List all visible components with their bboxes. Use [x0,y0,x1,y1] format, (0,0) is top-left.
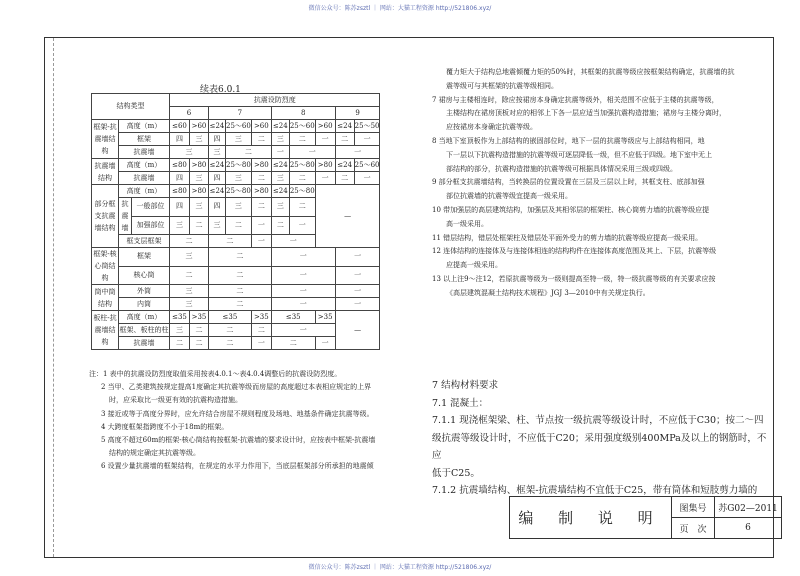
cell: 三 [190,133,209,146]
material-section [432,377,767,500]
h-type: 结构类型 [92,94,170,120]
note-line: 10 带加强层的高层建筑结构，加强层及其相邻层的框架柱、核心筒剪力墙的抗震等级应提 [432,205,710,214]
cell: 一 [251,216,271,235]
g2: 抗震墙结构 [92,159,119,185]
g3: 部分框支抗震墙结构 [92,185,119,248]
note-line: 覆力矩大于结构总地震倾覆力矩的50%时，其框架的抗震等级应按框架结构确定，抗震墙的抗 [446,68,735,76]
i6: 6 [170,107,209,120]
cell: 二 [170,337,190,350]
note-line: 6 设置少量抗震墙的框架结构，在规定的水平力作用下，当底层框架部分所承担的地震倾 [101,462,374,471]
cell: 二 [251,324,271,337]
cell: 二 [335,133,354,146]
cell: 一 [354,172,380,185]
cell: 二 [209,266,272,285]
cell: ≤24 [335,159,354,172]
cell: 一 [271,285,335,298]
note-line: 震等级可与其框架的抗震等级相同。 [446,81,558,90]
cell: 四 [170,133,190,146]
cell: 一 [335,266,380,285]
cell: 三 [170,285,209,298]
section-line: 7.1.2 抗震墙结构、框架-抗震墙结构不宜低于C25，带有筒体和短肢剪力墙的 [432,485,758,496]
section-line: 7.1.1 现浇框架梁、柱、节点按一级抗震等级设计时，不应低于C30；按二～四 [432,415,764,426]
cell: 一 [354,133,380,146]
cell: 一 [315,172,335,185]
note-line: 8 当地下室顶板作为上部结构的嵌固部位时，地下一层的抗震等级应与上部结构相同，地 [432,136,705,145]
cell: 框架 [119,133,170,146]
cell: 一 [335,248,380,267]
cell: 三 [226,198,252,217]
cell: 高度（m） [119,311,170,324]
cell: — [335,311,380,350]
cell: 二 [226,216,252,235]
cell: 二 [271,337,315,350]
cell: ≤24 [209,159,226,172]
note-line: 部位抗震墙的抗震等级宜提高一级采用。 [446,192,572,201]
cell: 一 [289,146,335,159]
cell: >80 [251,185,271,198]
cell: 25～80 [289,185,315,198]
cell: 一 [315,337,335,350]
cell: >35 [190,311,209,324]
cell: 一 [271,248,335,267]
cell: 一 [271,266,335,285]
cell: 三 [190,172,209,185]
cell: >35 [315,311,335,324]
cell: ≤24 [209,185,226,198]
section-subheading: 7.1 混凝土： [432,397,489,409]
cell: ≤80 [170,159,190,172]
seismic-grade-table [91,93,380,350]
cell: — [315,185,380,248]
cell: 内筒 [119,298,170,311]
cell: 三 [209,216,226,235]
cell: ≤24 [271,185,289,198]
cell: 三 [209,146,226,159]
g4: 框架-核心筒结构 [92,248,119,285]
cell: ≤24 [335,120,354,133]
cell: 二 [251,172,271,185]
cell: 二 [251,198,271,217]
cell: >80 [315,159,335,172]
cell: 25～80 [226,159,252,172]
note-line: 4 大跨度框架指跨度不小于18m的框架。 [101,422,229,431]
cell: ≤24 [271,120,289,133]
cell: 三 [271,133,289,146]
cell: 三 [170,216,190,235]
title-text: 编 制 说 明 [510,497,672,539]
cell: 25～80 [226,185,252,198]
cell: 一 [251,235,271,248]
cell: 四 [170,198,190,217]
note-line: 下一层以下抗震构造措施的抗震等级可逐层降低一级，但不应低于四级。地下室中无上 [446,150,712,159]
cell: 二 [209,285,272,298]
g1: 框架-抗震墙结构 [92,120,119,159]
cell: 二 [289,133,315,146]
note-line: 《高层建筑混凝土结构技术规程》JGJ 3—2010中有关规定执行。 [446,288,650,297]
cell: 框支层框架 [119,235,170,248]
cell: >80 [190,185,209,198]
g6: 板柱-抗震墙结构 [92,311,119,350]
cell: 三 [170,298,209,311]
cell: 三 [170,324,190,337]
cell: 二 [289,172,315,185]
watermark-bottom: 微信公众号：陈苏zsztl ｜ 网站：大猫工程资源 http://521806.xyz/ [308,564,492,571]
cell: 一 [271,324,335,337]
cell: 二 [170,266,209,285]
cell: 外筒 [119,285,170,298]
cell: 框架 [119,248,170,267]
cell: 二 [251,133,271,146]
note-line: 应提高一级采用。 [446,261,502,270]
cell: ≤24 [271,159,289,172]
h-intensity: 抗震设防烈度 [170,94,380,107]
cell: 二 [226,146,272,159]
cell: 25～60 [354,159,380,172]
right-notes [432,66,750,301]
section-line: 低于C25。 [432,467,480,479]
page-number: 6 [715,518,782,539]
note-line: 应按裙房本身确定抗震等级。 [446,123,537,132]
title-block [509,496,782,539]
cell: 抗震墙 [119,198,132,235]
note-line: 3 接近或等于高度分界时，应允许结合房屋不规则程度及场地、地基条件确定抗震等级。 [101,409,374,418]
cell: 一 [271,235,315,248]
note-line: 13 以上注9～注12，若原抗震等级为一级则提高至特一级，特一级抗震等级的有关要求应按 [432,274,716,283]
cell: ≤80 [170,185,190,198]
cell: ≤24 [209,120,226,133]
section-line: 级抗震等级设计时，不应低于C20；采用强度级别400MPa及以上的钢筋时，不应 [432,432,767,461]
cell: >60 [190,120,209,133]
i9: 9 [335,107,380,120]
cell: 一 [251,337,271,350]
cell: 四 [209,172,226,185]
table-caption: 续表6.0.1 [200,85,241,95]
cell: 二 [190,324,209,337]
cell: 三 [170,146,209,159]
cell: 高度（m） [119,159,170,172]
cell: >60 [251,120,271,133]
cell: 25～80 [289,159,315,172]
note-line: 部结构的部分，抗震构造措施的抗震等级可根据具体情况采用三级或四级。 [446,164,677,173]
cell: 三 [271,172,289,185]
note-line: 结构的规定确定其抗震等级。 [109,449,200,458]
cell: ≤35 [271,311,315,324]
cell: 二 [209,298,272,311]
cell: 三 [226,172,252,185]
cell: 一 [271,146,289,159]
cell: 一 [315,133,335,146]
cell: 一 [335,285,380,298]
page-label: 页 次 [672,518,715,539]
note-line: 5 高度不超过60m的框架-核心筒结构按框架-抗震墙的要求设计时，应按表中框架-抗震墙 [101,436,376,445]
cell: 一 [335,298,380,311]
cell: 一 [271,298,335,311]
cell: >35 [251,311,271,324]
binding-line [53,38,55,557]
note-line: 11 错层结构，错层处框架柱及错层处平面外受力的剪力墙的抗震等级应提高一级采用。 [432,233,703,242]
cell: >60 [315,120,335,133]
cell: 一般部位 [132,198,170,217]
cell: 抗震墙 [119,146,170,159]
watermark-top: 微信公众号：陈苏zsztl ｜ 网站：大猫工程资源 http://521806.xyz/ [308,5,492,12]
cell: ≤35 [170,311,190,324]
cell: 三 [226,133,252,146]
cell: 二 [190,216,209,235]
i7: 7 [209,107,272,120]
g5: 筒中筒结构 [92,285,119,311]
cell: 25～50 [354,120,380,133]
atlas-number: 苏G02—2011 [715,497,782,518]
cell: ≤35 [209,311,252,324]
note-line: 12 连体结构的连接体及与连接体相连的结构构件在连接体高度范围及其上、下层，抗震等级 [432,247,717,256]
note-line: 主楼结构在裙房顶板对应的相邻上下各一层应适当加强抗震构造措施；裙房与主楼分离时， [446,109,726,118]
note-line: 2 当甲、乙类建筑按规定提高1度确定其抗震等级而房屋的高度超过本表相应规定的上界 [101,383,372,392]
cell: 二 [170,235,209,248]
note-line: 9 部分框支抗震墙结构，当转换层的位置设置在三层及三层以上时，其框支柱、底部加强 [432,178,705,187]
cell: 二 [289,198,315,217]
cell: 二 [271,216,289,235]
cell: 二 [335,172,354,185]
atlas-label: 图集号 [672,497,715,518]
cell: 二 [209,235,252,248]
i8: 8 [271,107,335,120]
cell: 四 [209,198,226,217]
cell: 一 [289,216,315,235]
cell: 二 [209,324,252,337]
cell: 二 [209,337,252,350]
cell: 二 [209,248,272,267]
note-line: 7 裙房与主楼相连时，除应按裙房本身确定抗震等级外，相关范围不应低于主楼的抗震等级， [432,95,719,104]
note-line: 高一级采用。 [446,219,488,228]
cell: 25～60 [226,120,252,133]
cell: 三 [190,198,209,217]
cell: >80 [251,159,271,172]
cell: 核心筒 [119,266,170,285]
cell: 一 [335,146,380,159]
cell: 四 [170,172,190,185]
cell: 高度（m） [119,120,170,133]
note-line: 时，应采取比一级更有效的抗震构造措施。 [109,396,242,405]
cell: 三 [271,198,289,217]
cell: ≤60 [170,120,190,133]
cell: 抗震墙 [119,337,170,350]
cell: 二 [190,337,209,350]
section-heading: 7 结构材料要求 [432,380,499,391]
cell: 三 [170,248,209,267]
cell: 高度（m） [119,185,170,198]
cell: 加强部位 [132,216,170,235]
table-notes [89,368,409,474]
cell: 四 [209,133,226,146]
cell: >80 [190,159,209,172]
cell: 25～60 [289,120,315,133]
cell: 抗震墙 [119,172,170,185]
note-line: 注：1 表中的抗震设防烈度取值采用按表4.0.1～表4.0.4调整后的抗震设防烈度。 [89,370,342,378]
cell: 框架、板柱的柱 [119,324,170,337]
